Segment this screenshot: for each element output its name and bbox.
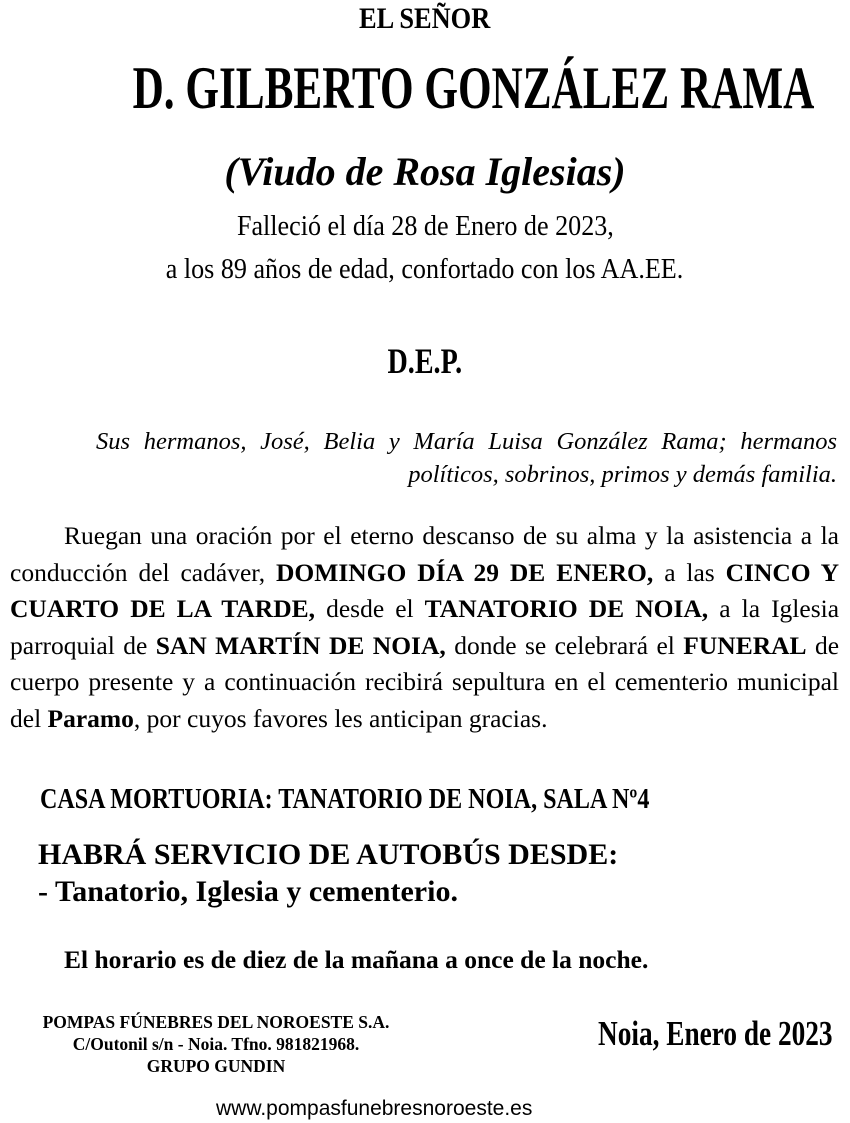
prayer-paragraph: Ruegan una oración por el eterno descanso de su alma y la asistencia a la conducción del cadáver, DOMINGO DÍA 29 DE ENERO, a las CINCO Y CUARTO DE LA TARDE, desde el TANATORIO DE NOIA, a la Iglesia parroquial de SAN MARTÍN DE NOIA, donde se celebrará el FUNERAL de cuerpo presente y a continuación recibirá sepultura en el cementerio municipal del Paramo, por cuyos favores les anticipan gracias. xyxy=(10,521,840,733)
schedule-line: El horario es de diez de la mañana a once de la noche. xyxy=(64,945,649,974)
rip-heading: D.E.P. xyxy=(387,341,463,381)
title-prefix: EL SEÑOR xyxy=(359,2,491,35)
funeral-day: DOMINGO DÍA 29 DE ENERO, xyxy=(276,557,654,587)
widow-note: (Viudo de Rosa Iglesias) xyxy=(224,149,626,194)
church-name: SAN MARTÍN DE NOIA, xyxy=(155,630,446,660)
company-group: GRUPO GUNDIN xyxy=(146,1056,286,1076)
family-paragraph: Sus hermanos, José, Belia y María Luisa González Rama; hermanos políticos, sobrinos, primos y demás familia. xyxy=(96,428,837,488)
company-name: POMPAS FÚNEBRES DEL NOROESTE S.A. xyxy=(42,1012,390,1032)
death-age-line: a los 89 años de edad, confortado con los AA.EE. xyxy=(166,253,684,285)
bus-service-stops: - Tanatorio, Iglesia y cementerio. xyxy=(38,875,458,908)
departure-place: TANATORIO DE NOIA, xyxy=(424,594,709,623)
funeral-time: CINCO Y CUARTO DE LA TARDE, xyxy=(10,557,840,623)
bus-service-heading: HABRÁ SERVICIO DE AUTOBÚS DESDE: xyxy=(38,838,619,871)
death-date-line: Falleció el día 28 de Enero de 2023, xyxy=(236,210,614,242)
cemetery-name: Paramo xyxy=(47,703,134,733)
notice-date: Noia, Enero de 2023 xyxy=(598,1014,833,1053)
website-link[interactable]: www.pompasfunebresnoroeste.es xyxy=(216,1097,533,1120)
deceased-name: D. GILBERTO GONZÁLEZ RAMA xyxy=(132,55,815,121)
company-address: C/Outonil s/n - Noia. Tfno. 981821968. xyxy=(72,1034,360,1054)
funeral-word: FUNERAL xyxy=(683,630,807,660)
mortuary-line: CASA MORTUORIA: TANATORIO DE NOIA, SALA Nº4 xyxy=(40,784,650,815)
